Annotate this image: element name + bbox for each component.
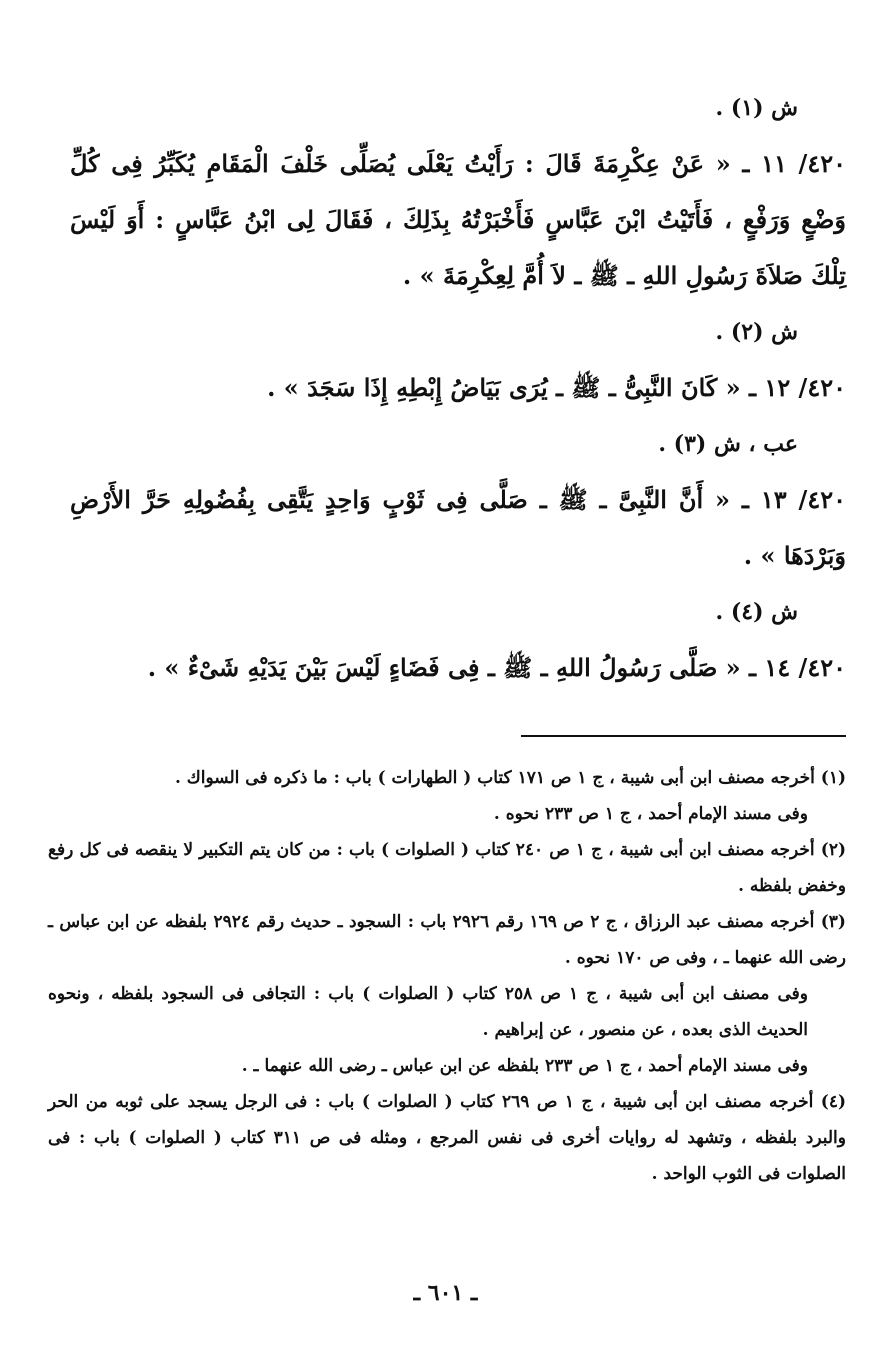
footnote-3: (٣) أخرجه مصنف عبد الرزاق ، ج ٢ ص ١٦٩ رقم ٢٩٢٦ باب : السجود ـ حديث رقم ٢٩٢٤ بلفظه عن ابن عباس ـ رضى الله عنهما ـ ، وفى ص ١٧٠ نحوه .: [48, 912, 846, 968]
hadith-13: ٤٢٠/ ١٣ ـ « أَنَّ النَّبِىَّ ـ ﷺ ـ صَلَّى فِى ثَوْبٍ وَاحِدٍ يَتَّقِى بِفُضُولِهِ حَرَّ الأَرْضِ وَبَرْدَهَا » .: [70, 485, 846, 570]
footnote-1-cont: وفى مسند الإمام أحمد ، ج ١ ص ٢٣٣ نحوه .: [493, 804, 808, 824]
footnote-4: (٤) أخرجه مصنف ابن أبى شيبة ، ج ١ ص ٢٦٩ كتاب ( الصلوات ) باب : فى الرجل يسجد على ثوبه من الحر والبرد بلفظه ، وتشهد له روايات أخرى فى نفس المرجع ، ومثله فى ص ٣١١ كتاب ( الصلوات ) باب : فى الصلوات فى الثوب الواحد .: [48, 1092, 847, 1184]
footnote-1: (١) أخرجه مصنف ابن أبى شيبة ، ج ١ ص ١٧١ كتاب ( الطهارات ) باب : ما ذكره فى السواك .: [174, 768, 846, 788]
footnote-3-cont-2: وفى مسند الإمام أحمد ، ج ١ ص ٢٣٣ بلفظه عن ابن عباس ـ رضى الله عنهما ـ .: [241, 1056, 808, 1076]
footnote-divider: [521, 735, 846, 737]
footnote-2: (٢) أخرجه مصنف ابن أبى شيبة ، ج ١ ص ٢٤٠ كتاب ( الصلوات ) باب : من كان يتم التكبير لا ينقصه فى كل رفع وخفض بلفظه .: [48, 840, 846, 896]
page-number: ـ ٦٠١ ـ: [413, 1280, 478, 1306]
hadith-14: ٤٢٠/ ١٤ ـ « صَلَّى رَسُولُ اللهِ ـ ﷺ ـ فِى فَضَاءٍ لَيْسَ بَيْنَ يَدَيْهِ شَىْءٌ » .: [147, 653, 846, 682]
main-text: [70, 80, 846, 696]
source-line-4: ش (٤) .: [715, 599, 798, 625]
footnote-3-cont-1: وفى مصنف ابن أبى شيبة ، ج ١ ص ٢٥٨ كتاب ( الصلوات ) باب : التجافى فى السجود بلفظه ، ونحوه الحديث الذى بعده ، عن منصور ، عن إبراهيم .: [48, 984, 809, 1040]
hadith-12: ٤٢٠/ ١٢ ـ « كَانَ النَّبِىُّ ـ ﷺ ـ يُرَى بَيَاضُ إِبْطِهِ إِذَا سَجَدَ » .: [267, 373, 846, 402]
footnotes: [48, 760, 846, 1192]
source-line-2: ش (٢) .: [715, 319, 798, 345]
source-line-1: ش (١) .: [715, 95, 798, 121]
hadith-11: ٤٢٠/ ١١ ـ « عَنْ عِكْرِمَةَ قَالَ : رَأَيْتُ يَعْلَى يُصَلِّى خَلْفَ الْمَقَامِ يُكَبِّرُ فِى كُلِّ وَضْعٍ وَرَفْعٍ ، فَأَتَيْتُ ابْنَ عَبَّاسٍ فَأَخْبَرْتُهُ بِذَلِكَ ، فَقَالَ لِى ابْنُ عَبَّاسٍ : أَوَ لَيْسَ تِلْكَ صَلاَةَ رَسُولِ اللهِ ـ ﷺ ـ لاَ أُمَّ لِعِكْرِمَةَ » .: [70, 149, 846, 290]
source-line-3: عب ، ش (٣) .: [658, 431, 798, 457]
